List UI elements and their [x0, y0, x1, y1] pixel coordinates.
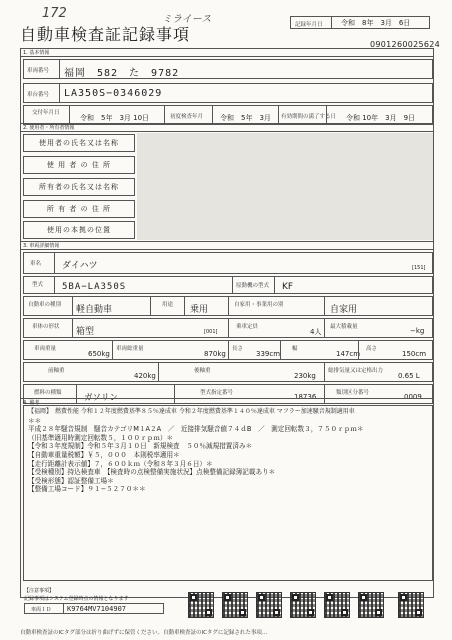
- capacity-label: 乗車定員: [236, 324, 259, 330]
- gross-value: 870kg: [204, 350, 226, 358]
- capacity-value: 4人: [310, 328, 322, 336]
- remark-line: 【福岡】 燃費性能 令和１２年度燃費基準８５％達成車 令和２年度燃費基準１４０％達成車 マフラー加速騒音規制適用車: [28, 408, 355, 415]
- make-label: 車名: [30, 261, 42, 267]
- height-value: 150cm: [402, 350, 427, 358]
- registration-row: [23, 59, 433, 79]
- kind-label: 自動車の種別: [28, 302, 62, 308]
- qr-code: [222, 592, 248, 618]
- qr-code: [398, 592, 424, 618]
- record-date-value: 令和 8年 3月 6日: [341, 19, 411, 27]
- qr-code: [290, 592, 316, 618]
- gross-label: 車両総重量: [116, 346, 144, 352]
- type-no-value: 18736: [294, 393, 317, 401]
- fuel-label: 燃料の種類: [34, 390, 62, 396]
- section2-heading: 2. 使用者・所有者情報: [23, 125, 75, 131]
- remark-line: ＊＊: [28, 416, 42, 425]
- record-date-box: [290, 16, 430, 29]
- kind-value: 軽自動車: [76, 305, 113, 315]
- make-row: [23, 252, 433, 274]
- make-code: [151]: [412, 265, 426, 271]
- remark-line: 【受検形態】認証整備工場＊: [28, 476, 114, 485]
- section4-heading: 4. 備考: [23, 400, 40, 406]
- issue-date-label: 交付年月日: [32, 110, 60, 116]
- qr-code: [324, 592, 350, 618]
- remarks-text: [28, 408, 363, 494]
- dates-row: [23, 105, 433, 125]
- notice-text: 記録事項はシステム登録時点の情報となります: [24, 596, 129, 602]
- use-value: 乗用: [190, 305, 209, 315]
- redacted-owner-block: [137, 133, 433, 240]
- type-no-label: 型式指定番号: [200, 390, 234, 396]
- private-label: 自家用・事業用の別: [234, 302, 284, 308]
- user-address-label: 使 用 者 の 住 所: [23, 156, 135, 174]
- axle-row: [23, 362, 433, 382]
- remark-line: 【受検種別】持込検査車 【検査時の点検整備実施状況】点検整備記録簿記載あり＊: [28, 468, 276, 477]
- front-axle-value: 420kg: [134, 372, 156, 380]
- remarks-box: [23, 405, 433, 581]
- remark-line: （旧基準適用時測定回転数５，１００ｒｐｍ）＊: [28, 433, 174, 442]
- qr-code: [256, 592, 282, 618]
- handwritten-note-number: 172: [42, 6, 67, 21]
- remark-line: 【走行距離計表示値】７，６００ｋｍ（令和８年３月６日）＊: [28, 459, 213, 468]
- displacement-value: 0.65 L: [398, 372, 420, 380]
- front-axle-label: 前軸重: [48, 368, 65, 374]
- body-code: [001]: [204, 329, 218, 335]
- maxload-label: 最大積載量: [330, 324, 358, 330]
- system-id-label: 車両ＩＤ: [31, 607, 52, 613]
- user-name-label: 使用者の氏名又は名称: [23, 134, 135, 152]
- fuel-row: [23, 384, 433, 404]
- record-date-label: 記録年月日: [295, 22, 323, 28]
- fuel-value: ガソリン: [84, 393, 119, 403]
- model-label: 型式: [32, 282, 44, 288]
- qr-code: [188, 592, 214, 618]
- remark-line: 【自動車重量税額】￥５，０００ 本則税率適用＊: [28, 450, 180, 459]
- bottom-notice: 自動車検査証のICタグ部分は折り曲げずに保管ください。自動車検査証のICタグに記録された事項…: [20, 630, 268, 636]
- owner-name-label: 所有者の氏名又は名称: [23, 178, 135, 196]
- body-row: [23, 318, 433, 338]
- kind-row: [23, 296, 433, 316]
- vin-row: [23, 83, 433, 103]
- remark-line: 【令和３年度規制】令和５年３月１０日 新規検査 ５０％減規措置済み＊: [28, 442, 253, 451]
- engine-value: KF: [282, 282, 294, 292]
- model-value: 5BA−LA350S: [62, 282, 127, 292]
- owner-address-label: 所 有 者 の 住 所: [23, 200, 135, 218]
- weight-label: 車両重量: [34, 346, 57, 352]
- remark-line: 【整備工場コード】９１−５２７０＊＊: [28, 485, 146, 494]
- category-value: 0009: [404, 393, 422, 401]
- expiry-value: 令和 10年 3月 9日: [346, 114, 416, 122]
- document-title: 自動車検査証記録事項: [20, 25, 191, 44]
- width-value: 147cm: [336, 350, 361, 358]
- base-location-label: 使用の本拠の位置: [23, 221, 135, 239]
- displacement-label: 総排気量又は定格出力: [328, 368, 384, 374]
- qr-code: [358, 592, 384, 618]
- first-reg-value: 令和 5年 3月: [220, 114, 271, 122]
- weight-value: 650kg: [88, 350, 110, 358]
- vin-value: LA350S−0346029: [64, 88, 163, 99]
- section1-heading: 1. 基本情報: [23, 50, 50, 56]
- system-id-box: [24, 603, 164, 614]
- rear-axle-label: 後軸重: [194, 368, 211, 374]
- rear-axle-value: 230kg: [294, 372, 316, 380]
- issue-date-value: 令和 5年 3月 10日: [80, 114, 150, 122]
- reg-no-label: 車両番号: [27, 68, 50, 74]
- length-value: 339cm: [256, 350, 281, 358]
- height-label: 高さ: [366, 346, 378, 352]
- reg-no-value: 福岡 582 た 9782: [64, 68, 180, 79]
- dimensions-row: [23, 340, 433, 360]
- document-number: 0901260025624: [370, 40, 441, 49]
- vin-label: 車台番号: [27, 92, 50, 98]
- body-label: 車体の形状: [32, 324, 60, 330]
- make-value: ダイハツ: [62, 261, 98, 271]
- engine-label: 原動機の型式: [236, 283, 270, 289]
- notice-heading: 【注意事項】: [24, 588, 55, 594]
- maxload-value: −kg: [410, 327, 425, 335]
- body-value: 箱型: [76, 327, 95, 337]
- model-row: [23, 276, 433, 294]
- use-label: 用途: [162, 302, 174, 308]
- system-id-value: K9764MV7104907: [67, 605, 127, 613]
- length-label: 長さ: [232, 346, 244, 352]
- private-value: 自家用: [330, 305, 358, 315]
- section3-heading: 3. 車両詳細情報: [23, 243, 60, 249]
- handwritten-note-model: ミライース: [162, 14, 212, 25]
- category-label: 類別区分番号: [336, 390, 370, 396]
- first-reg-label: 初度検査年月: [170, 114, 204, 120]
- expiry-label: 有効期間の満了する日: [281, 114, 337, 120]
- remark-line: 平成２８年騒音規制 騒音カテゴリM１A２A ／ 近接排気騒音値７４ｄB ／ 測定回転数３，７５０ｒｐｍ＊: [28, 425, 364, 434]
- width-label: 幅: [292, 346, 298, 352]
